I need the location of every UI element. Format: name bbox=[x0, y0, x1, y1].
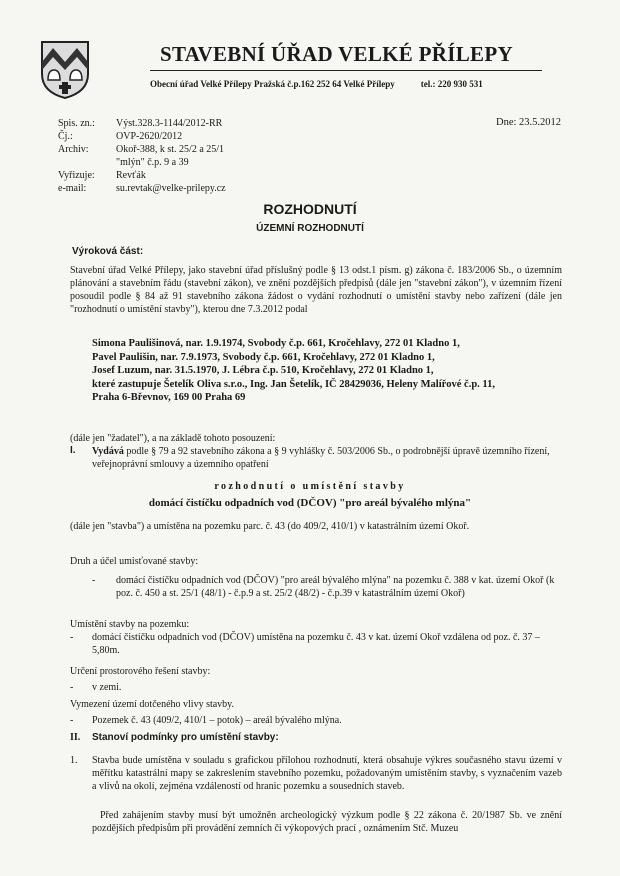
reference-key: Čj.: bbox=[58, 131, 73, 142]
office-title: STAVEBNÍ ÚŘAD VELKÉ PŘÍLEPY bbox=[160, 42, 513, 66]
section-two-label: Stanoví podmínky pro umístění stavby: bbox=[92, 732, 279, 743]
reference-table bbox=[58, 117, 226, 195]
reference-key bbox=[58, 156, 116, 169]
reference-row bbox=[58, 182, 226, 195]
placement-item bbox=[70, 631, 562, 656]
impact-text: Pozemek č. 43 (409/2, 410/1 – potok) – areál bývalého mlýna. bbox=[92, 715, 342, 726]
condition-one-text: Stavba bude umístěna v souladu s grafickou přílohou rozhodnutí, která obsahuje výkres současného stavu území v měřítku katastrální mapy se zakreslením stavebního pozemku, požadovaným umístěním stavby, s vyznačením vazeb a vlivů na okolí, zejména vzdáleností od hranic pozemku a sousedních staveb. bbox=[92, 755, 562, 792]
building-name: domácí čistíčku odpadních vod (DČOV) "pro areál bývalého mlýna" bbox=[148, 497, 472, 509]
spatial-label: Určení prostorového řešení stavby: bbox=[70, 666, 211, 677]
reference-value: Revťák bbox=[116, 170, 146, 181]
applicant-line: Josef Luzum, nar. 31.5.1970, J. Lébra č.p. 510, Kročehlavy, 272 01 Kladno 1, bbox=[92, 365, 434, 376]
reference-key: e-mail: bbox=[58, 183, 87, 194]
municipal-crest-icon bbox=[40, 40, 90, 100]
spatial-text: v zemi. bbox=[92, 682, 122, 693]
bullet-dash: - bbox=[70, 632, 74, 643]
header-divider bbox=[150, 70, 542, 71]
document-heading: ROZHODNUTÍ bbox=[263, 201, 357, 217]
purpose-label: Druh a účel umisťované stavby: bbox=[70, 556, 199, 567]
applicant-line: Pavel Paulišin, nar. 7.9.1973, Svobody č.p. 661, Kročehlavy, 272 01 Kladno 1, bbox=[92, 351, 435, 363]
applicant-line: Praha 6-Břevnov, 169 00 Praha 69 bbox=[92, 392, 246, 403]
reference-row bbox=[58, 143, 226, 156]
applicant-line: které zastupuje Šetelík Oliva s.r.o., Ing. Jan Šetelík, IČ 28429036, Heleny Malířové č.p. 11, bbox=[92, 378, 495, 390]
reference-value: "mlýn" č.p. 9 a 39 bbox=[116, 157, 189, 168]
impact-item bbox=[70, 714, 342, 727]
section-number: II. bbox=[70, 732, 81, 743]
reference-key: Archiv: bbox=[58, 144, 89, 155]
building-location: (dále jen "stavba") a umístěna na pozemku parc. č. 43 (do 409/2, 410/1) v katastrálním území Okoř. bbox=[70, 521, 470, 532]
purpose-item bbox=[92, 574, 562, 599]
office-address-text: Obecní úřad Velké Přílepy Pražská č.p.162 252 64 Velké Přílepy bbox=[150, 79, 395, 89]
purpose-text: domácí čistíčku odpadních vod (DČOV) "pro areál bývalého mlýna" na pozemku č. 388 v kat. území Okoř (k poz. č. 450 a st. 25/1 (48/1) - č.p.9 a st. 25/2 (48/2) - č.p.39 v katastrálním území Okoř) bbox=[116, 575, 555, 599]
reference-key: Spis. zn.: bbox=[58, 118, 95, 129]
intro-paragraph: Stavební úřad Velké Přílepy, jako stavební úřad příslušný podle § 13 odst.1 písm. g) zákona č. 183/2006 Sb., o územním plánování a stavebním řádu (stavební zákon), ve znění pozdějších předpisů (dále jen "stavební zákon"), v územním řízení posoudil podle § 84 až 91 stavebního zákona žádost o vydání rozhodnutí o umístění stavby nebo zařízení (dále jen "rozhodnutí o umístění stavby"), kterou dne 7.3.2012 podal bbox=[70, 265, 562, 315]
office-address bbox=[150, 79, 483, 89]
section-one-verb: Vydává bbox=[92, 446, 124, 457]
reference-value: Výst.328.3-1144/2012-RR bbox=[116, 118, 223, 129]
reference-value: su.revtak@velke-prilepy.cz bbox=[116, 183, 226, 194]
office-phone: tel.: 220 930 531 bbox=[420, 79, 483, 89]
section-label-verdict: Výroková část: bbox=[72, 246, 144, 257]
section-one-text bbox=[92, 445, 562, 471]
reference-value: Okoř-388, k st. 25/2 a 25/1 bbox=[116, 144, 225, 155]
applicant-list bbox=[92, 337, 562, 405]
reference-value: OVP-2620/2012 bbox=[116, 131, 183, 142]
document-date: Dne: 23.5.2012 bbox=[496, 117, 562, 128]
impact-label: Vymezení území dotčeného vlivy stavby. bbox=[70, 699, 235, 710]
section-one-body: podle § 79 a 92 stavebního zákona a § 9 vyhlášky č. 503/2006 Sb., o podrobnější úpravě územního řízení, veřejnoprávní smlouvy a územního opatření bbox=[92, 446, 550, 470]
bullet-dash: - bbox=[70, 715, 74, 726]
reference-key: Vyřizuje: bbox=[58, 170, 95, 181]
placement-label: Umístění stavby na pozemku: bbox=[70, 619, 190, 630]
spatial-item bbox=[70, 681, 122, 694]
reference-row bbox=[58, 130, 226, 143]
applicant-note: (dále jen "žadatel"), a na základě tohoto posouzení: bbox=[70, 433, 276, 444]
section-two bbox=[70, 731, 279, 744]
section-number: I. bbox=[70, 445, 76, 456]
document-subheading: ÚZEMNÍ ROZHODNUTÍ bbox=[256, 223, 364, 234]
condition-number: 1. bbox=[70, 755, 78, 766]
reference-row bbox=[58, 156, 226, 169]
reference-row bbox=[58, 169, 226, 182]
reference-row bbox=[58, 117, 226, 130]
reference-block bbox=[58, 117, 226, 195]
condition-one-text-continued: Před zahájením stavby musí být umožněn archeologický výzkum podle § 22 zákona č. 20/1987 Sb. ve znění pozdějších předpisům při provádění zemních či výkopových prací , oznámením Stč. Muzeu bbox=[92, 810, 562, 834]
bullet-dash: - bbox=[70, 682, 74, 693]
decision-title: rozhodnutí o umístění stavby bbox=[214, 481, 406, 492]
applicant-line: Simona Paulišinová, nar. 1.9.1974, Svobody č.p. 661, Kročehlavy, 272 01 Kladno 1, bbox=[92, 338, 460, 349]
placement-text: domácí čistíčku odpadních vod (DČOV) umístěna na pozemku č. 43 v kat. území Okoř vzdálena od poz. č. 37 – 5,80m. bbox=[92, 632, 540, 656]
bullet-dash: - bbox=[92, 575, 96, 586]
